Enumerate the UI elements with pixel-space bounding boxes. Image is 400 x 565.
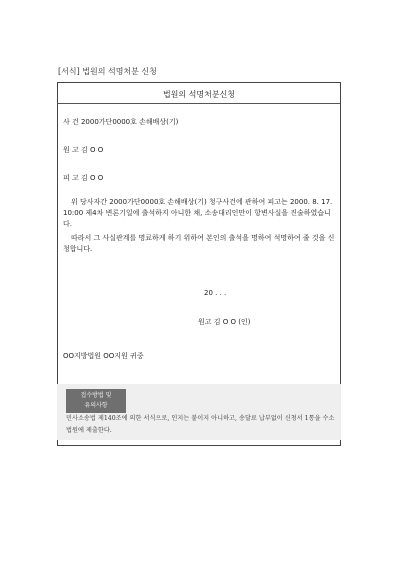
signature-line: 원고 김 O O (인) xyxy=(198,318,251,326)
notice-text: 민사소송법 제140조에 의한 서식으로, 인지는 붙이지 아니하고, 송달료 납부없이 신청서 1통을 수소법원에 제출한다. xyxy=(66,415,335,434)
paragraph-facts: 위 당사자간 2000가단0000호 손해배상(기) 청구사건에 관하여 피고는 2000. 8. 17. 10:00 제4차 변론기일에 출석하지 아니한 채, 소송대리인만이 항변사실을 진술하였습니다. xyxy=(63,198,333,228)
title-divider xyxy=(58,103,340,104)
form-header-label: [서식] 법원의 석명처분 신청 xyxy=(58,67,157,76)
court-recipient-line: OO지방법원 OO지원 귀중 xyxy=(63,352,144,360)
case-line: 사 건 2000가단0000호 손해배상(기) xyxy=(63,118,179,126)
notice-tag xyxy=(66,389,126,413)
form-title: 법원의 석명처분신청 xyxy=(162,90,236,99)
notice-tag-line2: 유의사항 xyxy=(84,402,108,409)
plaintiff-line: 원 고 김 O O xyxy=(63,146,104,154)
defendant-line: 피 고 김 O O xyxy=(63,174,104,182)
paragraph-request: 따라서 그 사실관계를 명료하게 하기 위하여 본인의 출석을 명하여 석명하여 줄 것을 신청합니다. xyxy=(63,234,335,253)
date-line: 20 . . . xyxy=(204,289,227,297)
notice-tag-line1: 접수방법 및 xyxy=(80,392,112,399)
